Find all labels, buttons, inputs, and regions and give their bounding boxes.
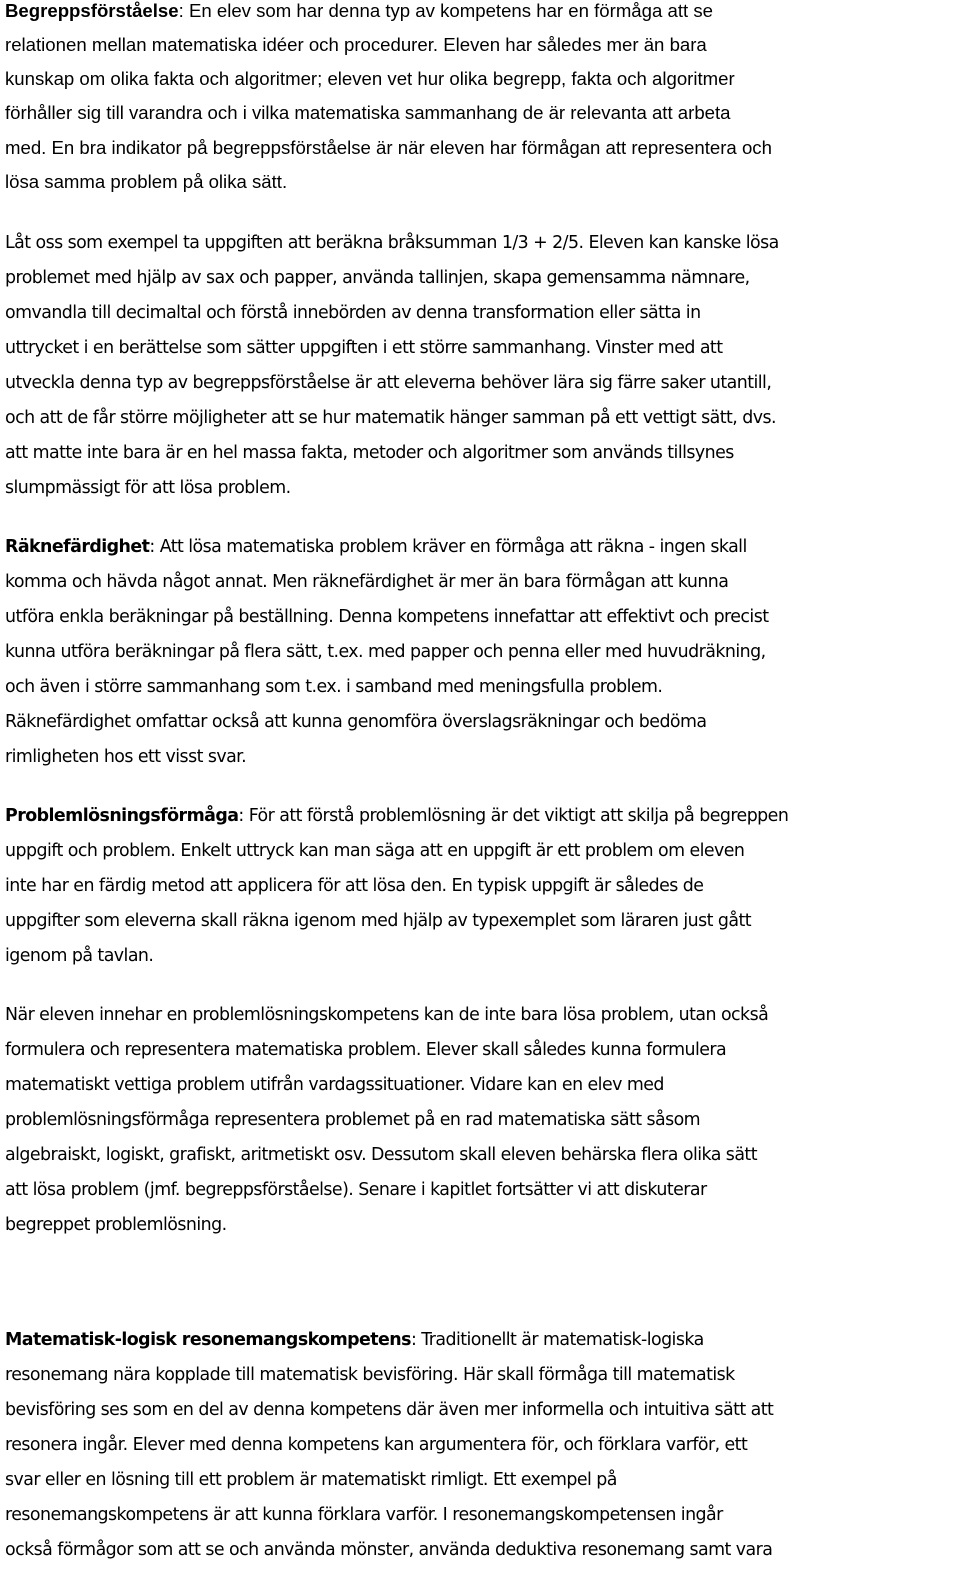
text-line: svar eller en lösning till ett problem är matematiskt rimligt. Ett exempel på xyxy=(5,1470,617,1490)
paragraph-problemlosningsformaga-line xyxy=(5,806,788,826)
text-line: bevisföring ses som en del av denna kompetens där även mer informella och intuitiva sätt att xyxy=(5,1400,774,1420)
term-begreppsforstaelse: Begreppsförståelse xyxy=(5,0,179,21)
text-line: Låt oss som exempel ta uppgiften att beräkna bråksumman 1/3 + 2/5. Eleven kan kanske lösa xyxy=(5,233,779,253)
text-line: omvandla till decimaltal och förstå innebörden av denna transformation eller sätta in xyxy=(5,303,701,323)
term-problemlosningsformaga: Problemlösningsförmåga xyxy=(5,806,239,826)
text-line: resonemang nära kopplade till matematisk bevisföring. Här skall förmåga till matematisk xyxy=(5,1365,735,1385)
term-separator: : xyxy=(178,0,184,21)
paragraph-begreppsforstaelse-line xyxy=(5,0,713,22)
text-line: Att lösa matematiska problem kräver en förmåga att räkna - ingen skall xyxy=(154,537,747,557)
term-separator: : xyxy=(149,537,155,557)
text-line: Räknefärdighet omfattar också att kunna genomföra överslagsräkningar och bedöma xyxy=(5,712,707,732)
text-line: kunskap om olika fakta och algoritmer; eleven vet hur olika begrepp, fakta och algoritmer xyxy=(5,68,735,89)
text-line: inte har en färdig metod att applicera för att lösa den. En typisk uppgift är således de xyxy=(5,876,704,896)
term-separator: : xyxy=(238,806,244,826)
text-line: algebraiskt, logiskt, grafiskt, aritmetiskt osv. Dessutom skall eleven behärska flera olika sätt xyxy=(5,1145,757,1165)
text-line: När eleven innehar en problemlösningskompetens kan de inte bara lösa problem, utan också xyxy=(5,1005,769,1025)
text-line: igenom på tavlan. xyxy=(5,946,154,966)
term-resonemangskompetens: Matematisk-logisk resonemangskompetens xyxy=(5,1330,411,1350)
text-line: För att förstå problemlösning är det viktigt att skilja på begreppen xyxy=(243,806,789,826)
text-line: komma och hävda något annat. Men räknefärdighet är mer än bara förmågan att kunna xyxy=(5,572,729,592)
text-line: utföra enkla beräkningar på beställning. Denna kompetens innefattar att effektivt och precist xyxy=(5,607,769,627)
text-line: förhåller sig till varandra och i vilka matematiska sammanhang de är relevanta att arbeta xyxy=(5,102,731,123)
text-line: Traditionellt är matematisk-logiska xyxy=(416,1330,704,1350)
text-line: att lösa problem (jmf. begreppsförståelse). Senare i kapitlet fortsätter vi att diskuterar xyxy=(5,1180,707,1200)
text-line: rimligheten hos ett visst svar. xyxy=(5,747,247,767)
text-line: uppgift och problem. Enkelt uttryck kan man säga att en uppgift är ett problem om eleven xyxy=(5,841,745,861)
text-line: att matte inte bara är en hel massa fakta, metoder och algoritmer som används tillsynes xyxy=(5,443,734,463)
text-line: resonera ingår. Elever med denna kompetens kan argumentera för, och förklara varför, ett xyxy=(5,1435,748,1455)
text-line: uppgifter som eleverna skall räkna igenom med hjälp av typexemplet som läraren just gått xyxy=(5,911,752,931)
text-line: matematiskt vettiga problem utifrån vardagssituationer. Vidare kan en elev med xyxy=(5,1075,664,1095)
text-line: resonemangskompetens är att kunna förklara varför. I resonemangskompetensen ingår xyxy=(5,1505,723,1525)
text-line: uttrycket i en berättelse som sätter uppgiften i ett större sammanhang. Vinster med att xyxy=(5,338,723,358)
text-line: lösa samma problem på olika sätt. xyxy=(5,171,288,192)
text-line: och även i större sammanhang som t.ex. i samband med meningsfulla problem. xyxy=(5,677,663,697)
text-line: utveckla denna typ av begreppsförståelse är att eleverna behöver lära sig färre saker utantill, xyxy=(5,373,772,393)
text-line: begreppet problemlösning. xyxy=(5,1215,227,1235)
text-line: problemlösningsförmåga representera problemet på en rad matematiska sätt såsom xyxy=(5,1110,701,1130)
text-line: med. En bra indikator på begreppsförståelse är när eleven har förmågan att representera och xyxy=(5,137,772,158)
text-line: slumpmässigt för att lösa problem. xyxy=(5,478,291,498)
text-line: En elev som har denna typ av kompetens har en förmåga att se xyxy=(183,0,713,21)
text-line: relationen mellan matematiska idéer och procedurer. Eleven har således mer än bara xyxy=(5,34,707,55)
text-line: kunna utföra beräkningar på flera sätt, t.ex. med papper och penna eller med huvudräkning, xyxy=(5,642,766,662)
text-line: och att de får större möjligheter att se hur matematik hänger samman på ett vettigt sätt, dvs. xyxy=(5,408,776,428)
term-separator: : xyxy=(410,1330,417,1350)
paragraph-resonemangskompetens-line xyxy=(5,1330,704,1350)
text-line: problemet med hjälp av sax och papper, använda tallinjen, skapa gemensamma nämnare, xyxy=(5,268,750,288)
paragraph-raknefardighet-line xyxy=(5,537,747,557)
term-raknefardighet: Räknefärdighet xyxy=(5,537,150,557)
text-line: också förmågor som att se och använda mönster, använda deduktiva resonemang samt vara xyxy=(5,1540,773,1560)
text-line: formulera och representera matematiska problem. Elever skall således kunna formulera xyxy=(5,1040,727,1060)
